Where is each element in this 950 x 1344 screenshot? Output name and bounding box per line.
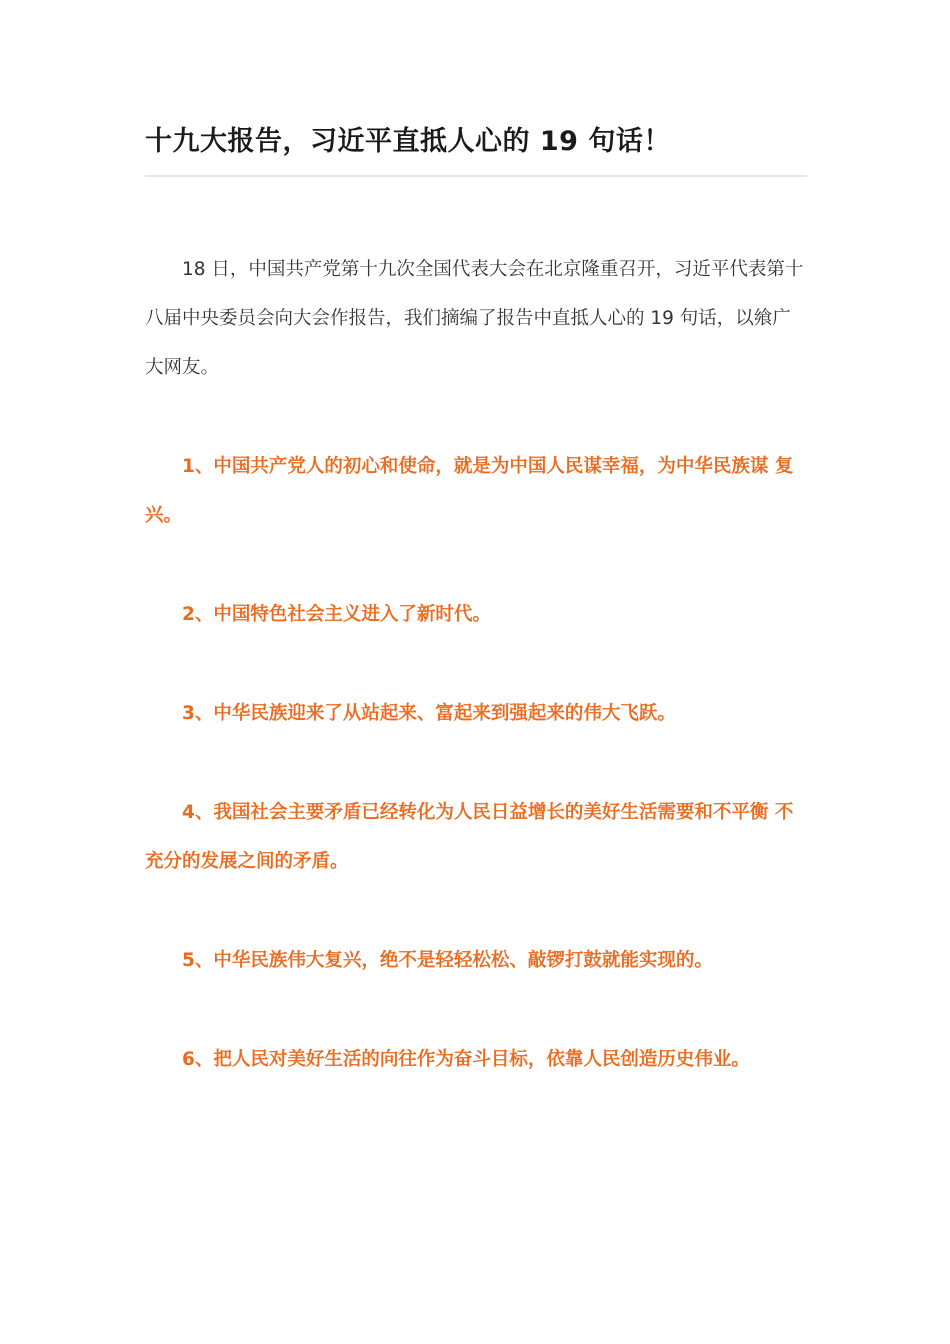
quote-item-6: 6、把人民对美好生活的向往作为奋斗目标，依靠人民创造历史伟业。: [182, 1049, 750, 1070]
title-divider: [145, 175, 807, 177]
quote-item-5: 5、中华民族伟大复兴，绝不是轻轻松松、敲锣打鼓就能实现的。: [182, 950, 713, 971]
article-title: 十九大报告，习近平直抵人心的 19 句话！: [145, 126, 671, 157]
quote-item-2: 2、中国特色社会主义进入了新时代。: [182, 604, 491, 625]
quote-item-1: 1、中国共产党人的初心和使命，就是为中国人民谋幸福，为中华民族谋 复兴。: [145, 456, 794, 526]
quote-item-4: 4、我国社会主要矛盾已经转化为人民日益增长的美好生活需要和不平衡 不充分的发展之间的矛盾。: [145, 802, 794, 872]
article-content: [145, 118, 807, 1084]
quote-item-3: 3、中华民族迎来了从站起来、富起来到强起来的伟大飞跃。: [182, 703, 676, 724]
intro-paragraph: 18 日，中国共产党第十九次全国代表大会在北京隆重召开，习近平代表第十八届中央委员会向大会作报告，我们摘编了报告中直抵人心的 19 句话，以飨广大网友。: [145, 259, 804, 378]
